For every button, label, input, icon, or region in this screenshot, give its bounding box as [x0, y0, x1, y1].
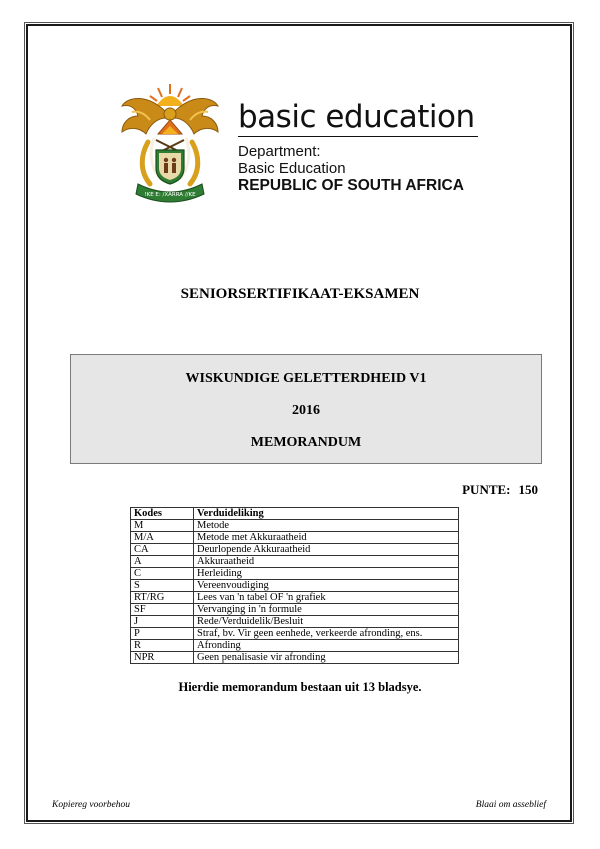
explanation-cell: Lees van 'n tabel OF 'n grafiek — [194, 592, 459, 604]
motto-banner — [136, 184, 204, 202]
explanation-cell: Rede/Verduidelik/Besluit — [194, 616, 459, 628]
rising-sun-icon — [150, 84, 190, 106]
exam-title: SENIORSERTIFIKAAT-EKSAMEN — [180, 286, 420, 302]
code-cell: M — [131, 520, 194, 532]
table-row — [131, 592, 459, 604]
code-cell: C — [131, 568, 194, 580]
table-header-row — [131, 508, 459, 520]
code-cell: P — [131, 628, 194, 640]
code-cell: A — [131, 556, 194, 568]
brand-block — [238, 100, 478, 194]
table-row — [131, 580, 459, 592]
code-cell: J — [131, 616, 194, 628]
explanation-cell: Metode — [194, 520, 459, 532]
footer-copyright: Kopiereg voorbehou — [52, 800, 131, 810]
footer-turn-over: Blaai om asseblief — [475, 800, 546, 810]
department-label: Department: — [238, 143, 321, 160]
explanation-cell: Vervanging in 'n formule — [194, 604, 459, 616]
table-row — [131, 640, 459, 652]
title-box — [70, 354, 542, 464]
table-row — [131, 544, 459, 556]
explanation-cell: Metode met Akkuraatheid — [194, 532, 459, 544]
table-row — [131, 532, 459, 544]
department-name: Basic Education — [238, 160, 346, 177]
crest-motto: !KE E: /XARRA //KE — [144, 192, 196, 198]
explanation-cell: Vereenvoudiging — [194, 580, 459, 592]
code-cell: RT/RG — [131, 592, 194, 604]
code-cell: R — [131, 640, 194, 652]
brand-divider — [238, 136, 478, 137]
code-cell: CA — [131, 544, 194, 556]
codes-table — [130, 507, 459, 664]
code-cell: NPR — [131, 652, 194, 664]
explanation-cell: Geen penalisasie vir afronding — [194, 652, 459, 664]
explanation-cell: Afronding — [194, 640, 459, 652]
explanation-cell: Herleiding — [194, 568, 459, 580]
table-row — [131, 520, 459, 532]
table-row — [131, 604, 459, 616]
table-row — [131, 568, 459, 580]
code-cell: M/A — [131, 532, 194, 544]
page-count-note: Hierdie memorandum bestaan uit 13 bladsye. — [178, 680, 422, 694]
total-marks — [462, 482, 538, 498]
brand-name: basic education — [238, 99, 475, 135]
code-cell: SF — [131, 604, 194, 616]
explanation-cell: Straf, bv. Vir geen eenhede, verkeerde afronding, ens. — [194, 628, 459, 640]
explanation-cell: Deurlopende Akkuraatheid — [194, 544, 459, 556]
coat-of-arms-icon — [118, 76, 222, 206]
header-explanation: Verduideliking — [194, 508, 459, 520]
code-cell: S — [131, 580, 194, 592]
table-row — [131, 628, 459, 640]
table-row — [131, 556, 459, 568]
subject-title: WISKUNDIGE GELETTERDHEID V1 — [185, 371, 427, 386]
marks-label: PUNTE: — [462, 482, 511, 497]
table-row — [131, 652, 459, 664]
header-codes: Kodes — [131, 508, 194, 520]
protea-icon — [158, 120, 182, 134]
marks-value: 150 — [518, 482, 538, 497]
shield-icon — [156, 150, 184, 184]
table-row — [131, 616, 459, 628]
exam-year: 2016 — [292, 403, 320, 418]
explanation-cell: Akkuraatheid — [194, 556, 459, 568]
country-name: REPUBLIC OF SOUTH AFRICA — [238, 177, 464, 194]
document-type: MEMORANDUM — [250, 435, 362, 450]
